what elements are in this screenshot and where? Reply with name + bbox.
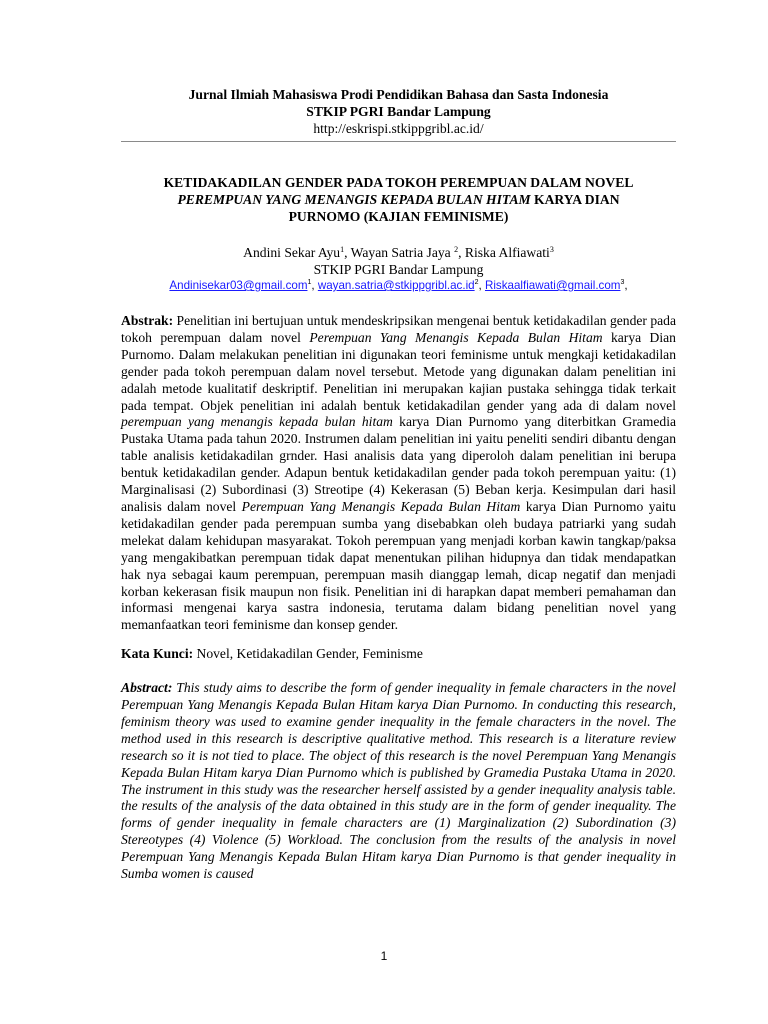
author-1: Andini Sekar Ayu [243, 245, 341, 260]
kata-kunci-label: Kata Kunci: [121, 646, 194, 662]
email-3-sup: 3 [620, 279, 625, 286]
abstrak-novel-1: Perempuan Yang Menangis Kepada Bulan Hitam [309, 329, 603, 345]
abstrak-text-3: karya Dian Purnomo yang diterbitkan Gramedia Pustaka Utama pada tahun 2020. Instrumen dalam penelitian ini yaitu peneliti sendiri dibantu dengan table analisis ketidakadilan grnder. Hasi analisis data yang diperoloh dalam penelitian ini berupa bentuk ketidakadilan gender. Adapun bentuk ketidakadilan gender pada tokoh perempuan yaitu: (1) Marginalisasi (2) Subordinasi (3) Streotipe (4) Kekerasan (5) Beban kerja. Kesimpulan dari hasil analisis dalam novel [121, 414, 677, 514]
email-sep-2: , [478, 279, 485, 292]
author-emails [121, 278, 676, 294]
author-affiliation: STKIP PGRI Bandar Lampung [313, 262, 484, 277]
abstract-text: This study aims to describe the form of gender inequality in female characters in the novel Perempuan Yang Menangis Kepada Bulan Hitam karya Dian Purnomo. In conducting this research, feminism theory was used to examine gender inequality in the female characters in the novel. The method used in this research is descriptive qualitative method. This research is a literature review research so it is not tied to place. The object of this research is the novel Perempuan Yang Menangis Kepada Bulan Hitam karya Dian Purnomo which is published by Gramedia Pustaka Utama in 2020. The instrument in this study was the researcher herself assisted by a gender inequality analysis table. the results of the analysis of the data obtained in this study are in the form of gender inequality. The forms of gender inequality in female characters are (1) Marginalization (2) Subordination (3) Stereotypes (4) Violence (5) Workload. The conclusion from the results of the analysis in novel Perempuan Yang Menangis Kepada Bulan Hitam karya Dian Purnomo is that gender inequality in Sumba women is caused [121, 680, 676, 882]
email-1-sup: 1 [307, 279, 312, 286]
author-3-sup: 3 [549, 245, 554, 254]
author-2-sup: 2 [454, 245, 459, 254]
abstract-paragraph [121, 680, 676, 883]
author-1-sup: 1 [340, 245, 345, 254]
paper-title [121, 174, 676, 225]
title-line-1: KETIDAKADILAN GENDER PADA TOKOH PEREMPUAN DALAM NOVEL [163, 175, 634, 190]
journal-name: Jurnal Ilmiah Mahasiswa Prodi Pendidikan Bahasa dan Sasta Indonesia [188, 87, 609, 102]
journal-url[interactable]: http://eskrispi.stkippgribl.ac.id/ [313, 121, 484, 136]
journal-header [121, 86, 676, 142]
journal-institution: STKIP PGRI Bandar Lampung [306, 104, 491, 119]
kata-kunci-text: Novel, Ketidakadilan Gender, Feminisme [193, 646, 423, 662]
email-end: , [624, 279, 628, 292]
abstrak-text-2: karya Dian Purnomo. Dalam melakukan penelitian ini digunakan teori feminisme untuk mengkaji ketidakadilan gender pada tokoh perempuan dalam novel tersebut. Metode yang digunakan dalam penelitian ini adalah metode kualitatif deskriptif. Penelitian ini merupakan kajian pustaka sehingga tidak terkait pada tempat. Objek penelitian ini adalah bentuk ketidakadilan gender yang ada di dalam novel [121, 329, 676, 413]
title-novel-name: PEREMPUAN YANG MENANGIS KEPADA BULAN HITAM [177, 192, 531, 207]
abstrak-label: Abstrak: [121, 313, 174, 328]
email-link-3[interactable]: Riskaalfiawati@gmail.com [484, 279, 621, 292]
title-line-3: PURNOMO (KAJIAN FEMINISME) [288, 209, 509, 224]
email-link-1[interactable]: Andinisekar03@gmail.com [169, 279, 308, 292]
title-line-2-rest: KARYA DIAN [530, 192, 620, 207]
author-3: , Riska Alfiawati [458, 245, 550, 260]
author-2: , Wayan Satria Jaya [344, 245, 455, 260]
abstract-label: Abstract: [121, 680, 173, 696]
kata-kunci [121, 646, 676, 663]
document-page [121, 86, 676, 883]
author-names [121, 244, 676, 261]
page-number: 1 [380, 949, 388, 963]
abstrak-novel-2: perempuan yang menangis kepada bulan hitam [121, 414, 393, 430]
email-link-2[interactable]: wayan.satria@stkippgribl.ac.id [317, 279, 475, 292]
abstrak-paragraph [121, 313, 676, 634]
author-block [121, 244, 676, 278]
email-2-sup: 2 [474, 279, 479, 286]
abstrak-text-1: Penelitian ini bertujuan untuk mendeskripsikan mengenai bentuk ketidakadilan gender pada tokoh perempuan dalam novel [121, 313, 676, 345]
abstrak-novel-3: Perempuan Yang Menangis Kepada Bulan Hitam [241, 498, 521, 514]
email-sep-1: , [311, 279, 318, 292]
title-line-2 [121, 191, 676, 208]
abstrak-text-4: karya Dian Purnomo yaitu ketidakadilan gender pada perempuan sumba yang disebabkan oleh budaya patriarki yang sudah melekat dalam kehidupan masyarakat. Tokoh perempuan yang menjadi korban kawin tangkap/paksa yang mengakibatkan perempuan tidak dapat menentukan pilihan hidupnya dan tidak mendapatkan hak nya sebagai kaum perempuan, perempuan masih dianggap lemah, dicap negatif dan menjadi korban kekerasan fisik maupun non fisik. Penelitian ini di harapkan dapat memberi pemahaman dan informasi mengenai karya sastra indonesia, terutama dalam bidang penelitian novel yang memanfaatkan teori feminisme dan konsep gender. [121, 498, 676, 633]
header-divider [121, 141, 676, 142]
